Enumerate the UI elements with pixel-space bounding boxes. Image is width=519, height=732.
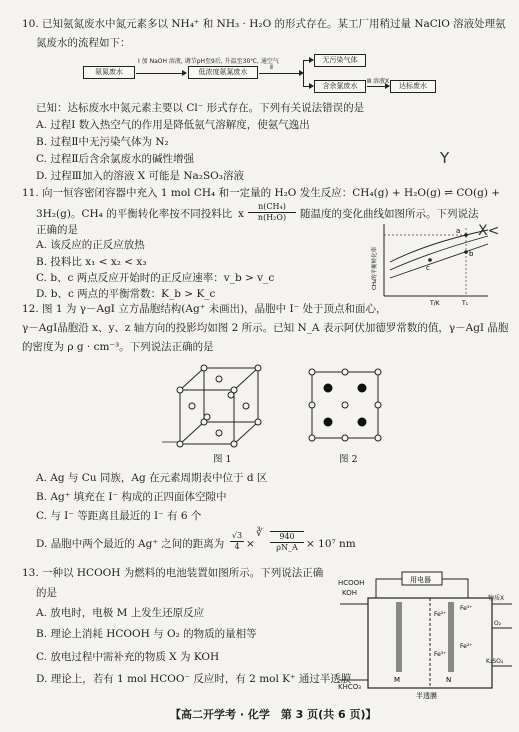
flow-arrow-2 bbox=[259, 73, 303, 74]
q12-d-times: × bbox=[246, 538, 255, 550]
q11-stem-line2b: 随温度的变化曲线如图所示。下列说法 bbox=[300, 208, 479, 220]
q12-d-root-top: 940 bbox=[279, 532, 295, 541]
q13-battery-diagram bbox=[336, 570, 514, 702]
flow-arrow1-label: Ⅰ 加 NaOH 溶液, 调节pH至9后, 升温至30℃, 通空气 bbox=[138, 58, 279, 65]
q12-d-fraction bbox=[230, 531, 244, 552]
q11-stem-line2a: 3H₂(g)。CH₄ 的平衡转化率按不同投料比 bbox=[36, 208, 233, 220]
q12-figure1-cube bbox=[158, 360, 278, 456]
q13-label-fe3-a: Fe³⁺ bbox=[460, 605, 473, 612]
flow-box-residual-chlorine: 含余氯废水 bbox=[314, 80, 366, 93]
q13-label-o2: O₂ bbox=[494, 620, 502, 627]
q11-point-a bbox=[464, 233, 468, 237]
q12-fig1-caption: 图 1 bbox=[213, 454, 232, 465]
q11-label-b: b bbox=[469, 250, 474, 258]
page-footer: 【高二开学考 · 化学 第 3 页(共 6 页)】 bbox=[170, 708, 377, 721]
q11-stem-line1: 11. 向一恒容密闭容器中充入 1 mol CH₄ 和一定量的 H₂O 发生反应：CH₄(g) + H₂O(g) ⇌ CO(g) + bbox=[22, 187, 501, 199]
q11-option-b: B. 投料比 x₁ < x₂ < x₃ bbox=[36, 256, 147, 268]
flow-arrow-3 bbox=[367, 86, 389, 87]
q11-graph-ylabel: CH₄的平衡转化率 bbox=[372, 246, 378, 290]
q13-option-d: D. 理论上，若有 1 mol HCOO⁻ 反应时，有 2 mol K⁺ 通过半透膜 bbox=[36, 673, 352, 685]
q13-electrode-m bbox=[396, 602, 402, 672]
q11-point-c bbox=[428, 258, 432, 262]
q11-label-c: c bbox=[426, 264, 430, 272]
q12-option-d-prefix: D. 晶胞中两个最近的 Ag⁺ 之间的距离为 bbox=[36, 538, 225, 550]
q11-ratio-denominator: n(H₂O) bbox=[248, 212, 296, 223]
q13-option-a: A. 放电时，电极 M 上发生还原反应 bbox=[36, 607, 205, 619]
q11-stem-line3: 正确的是 bbox=[36, 224, 78, 236]
q11-ratio-numerator: n(CH₄) bbox=[258, 202, 286, 211]
q13-label-fe2-a: Fe²⁺ bbox=[460, 643, 473, 650]
q13-stem-line2: 的是 bbox=[36, 587, 57, 599]
q13-label-k2so4: K₂SO₄ bbox=[486, 658, 504, 665]
q10-known: 已知：达标废水中氮元素主要以 Cl⁻ 形式存在。下列有关说法错误的是 bbox=[36, 102, 365, 114]
q11-ratio-x: x bbox=[238, 208, 244, 220]
q13-stem-line1: 13. 一种以 HCOOH 为燃料的电池装置如图所示。下列说法正确 bbox=[22, 567, 324, 579]
q10-stem-line1: 10. 已知氨氮废水中氮元素多以 NH₄⁺ 和 NH₃ · H₂O 的形式存在。某工厂用稍过量 NaClO 溶液处理氨 bbox=[22, 18, 506, 30]
q12-option-a: A. Ag 与 Cu 同族，Ag 在元素周期表中位于 d 区 bbox=[36, 472, 268, 484]
q11-graph-t1: T₁ bbox=[462, 300, 469, 307]
flow-arrow2-label: Ⅱ bbox=[270, 64, 273, 71]
q12-option-d-suffix: × 10⁷ nm bbox=[306, 538, 356, 550]
handwritten-y: Y bbox=[440, 149, 450, 167]
q11-option-d: D. b、c 两点的平衡常数：K_b > K_c bbox=[36, 288, 216, 300]
q11-label-a: a bbox=[456, 227, 461, 235]
q12-d-root-sign: ∛ bbox=[256, 528, 263, 539]
q12-fig2-caption: 图 2 bbox=[339, 454, 358, 465]
q11-ratio bbox=[248, 202, 296, 223]
q13-label-fe3-b: Fe³⁺ bbox=[434, 651, 447, 658]
q12-d-frac-top: √3 bbox=[231, 531, 243, 540]
flow-box-ammonia-wastewater: 氨氮废水 bbox=[83, 66, 135, 79]
q13-option-b: B. 理论上消耗 HCOOH 与 O₂ 的物质的量相等 bbox=[36, 628, 257, 640]
flow-branch-up bbox=[303, 60, 313, 61]
q13-option-c: C. 放电过程中需补充的物质 X 为 KOH bbox=[36, 651, 220, 663]
handwritten-xk: X< bbox=[478, 223, 500, 239]
q12-stem-line1: 12. 图 1 为 γ－AgI 立方晶胞结构(Ag⁺ 未画出)，晶胞中 I⁻ 处于顶点和面心， bbox=[22, 303, 387, 315]
q13-electrode-n bbox=[448, 602, 454, 672]
q13-device-label: 用电器 bbox=[410, 576, 431, 584]
q10-option-d: D. 过程Ⅲ加入的溶液 X 可能是 Na₂SO₃溶液 bbox=[36, 170, 244, 182]
q13-label-hcooh: HCOOH bbox=[338, 579, 365, 587]
flow-box-clean-gas: 无污染气体 bbox=[314, 54, 366, 67]
q12-option-b: B. Ag⁺ 填充在 I⁻ 构成的正四面体空隙中 bbox=[36, 491, 227, 503]
q11-option-a: A. 该反应的正反应放热 bbox=[36, 239, 145, 251]
q12-option-c: C. 与 I⁻ 等距离且最近的 I⁻ 有 6 个 bbox=[36, 510, 202, 522]
flow-box-low-ammonia: 低浓度氨氮废水 bbox=[188, 66, 258, 79]
q12-d-root-bot: ρN_A bbox=[270, 542, 304, 553]
q13-label-fe2-b: Fe²⁺ bbox=[434, 611, 447, 618]
q10-option-b: B. 过程Ⅱ中无污染气体为 N₂ bbox=[36, 136, 169, 148]
q11-graph-xlabel: T/K bbox=[430, 300, 440, 307]
q11-point-b bbox=[464, 250, 468, 254]
q12-figure2-projection bbox=[308, 368, 384, 444]
q13-label-koh: KOH bbox=[342, 589, 357, 597]
q12-stem-line2: γ－AgI晶胞沿 x、y、z 轴方向的投影均如图 2 所示。已知 N_A 表示阿伏加德罗常数的值，γ－AgI 晶胞 bbox=[22, 322, 509, 334]
q12-stem-line3: 的密度为 ρ g · cm⁻³。下列说法正确的是 bbox=[22, 341, 214, 353]
q10-option-a: A. 过程Ⅰ 数入热空气的作用是降低氨气溶解度，使氨气逸出 bbox=[36, 119, 310, 131]
flow-box-compliant: 达标废水 bbox=[390, 80, 436, 93]
q13-label-x: 物质X bbox=[488, 595, 505, 602]
q13-label-n: N bbox=[446, 676, 452, 684]
q12-d-root bbox=[270, 531, 304, 553]
q10-stem-line2: 氮废水的流程如下： bbox=[36, 37, 131, 49]
q10-option-c: C. 过程Ⅱ后含余氯废水的碱性增强 bbox=[36, 153, 194, 165]
q11-option-c: C. b、c 两点反应开始时的正反应速率：v_b > v_c bbox=[36, 272, 275, 284]
q13-label-membrane: 半透膜 bbox=[416, 692, 437, 700]
flow-branch-down bbox=[303, 86, 313, 87]
q13-label-khco3: KHCO₃ bbox=[338, 683, 362, 691]
flow-branch-line bbox=[303, 60, 304, 86]
flow-arrow3-label: Ⅲ 溶液X bbox=[367, 78, 390, 85]
flow-arrow-1 bbox=[136, 73, 186, 74]
q13-label-m: M bbox=[394, 676, 401, 684]
q12-d-frac-bot: 4 bbox=[230, 541, 244, 552]
